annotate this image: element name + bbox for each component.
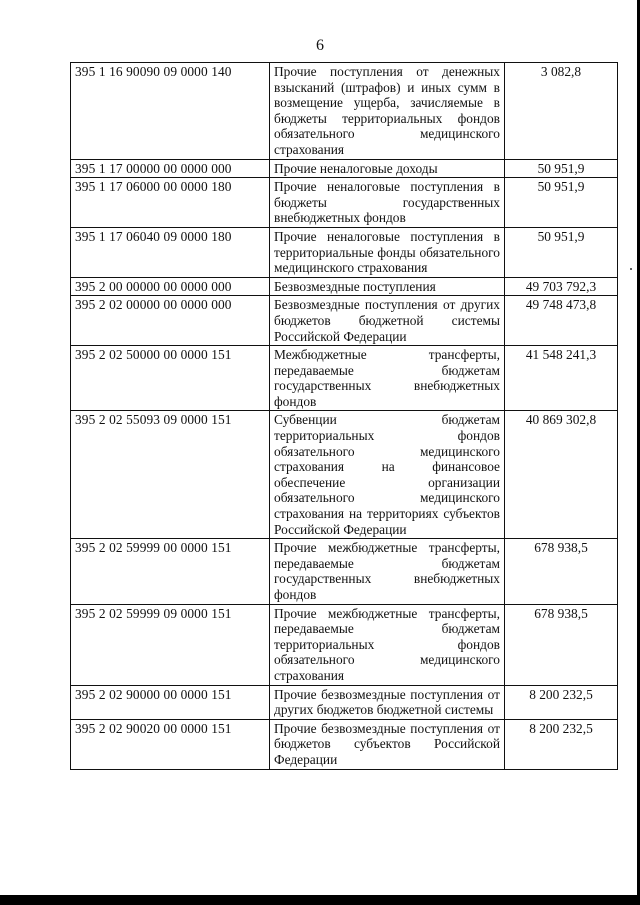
table-row [71,178,618,228]
table-row [71,685,618,719]
budget-revenue-table [70,62,618,770]
revenue-name-cell: Прочие неналоговые поступления в бюджеты государственных внебюджетных фондов [270,178,505,228]
revenue-code-cell: 395 1 17 06040 09 0000 180 [71,227,270,277]
table-row [71,411,618,539]
revenue-code-cell: 395 2 02 90020 00 0000 151 [71,719,270,769]
revenue-name-cell: Прочие неналоговые доходы [270,159,505,178]
revenue-amount-cell: 8 200 232,5 [505,685,618,719]
table-row [71,539,618,604]
revenue-name-cell: Прочие межбюджетные трансферты, передаваемые бюджетам государственных внебюджетных фондов [270,539,505,604]
revenue-name-cell: Прочие неналоговые поступления в территориальные фонды обязательного медицинского страхования [270,227,505,277]
revenue-name-cell: Безвозмездные поступления [270,277,505,296]
revenue-amount-cell: 678 938,5 [505,539,618,604]
table-row [71,277,618,296]
table-row [71,63,618,160]
revenue-amount-cell: 49 748 473,8 [505,296,618,346]
revenue-amount-cell: 50 951,9 [505,178,618,228]
table-row [71,719,618,769]
revenue-amount-cell: 8 200 232,5 [505,719,618,769]
revenue-code-cell: 395 2 00 00000 00 0000 000 [71,277,270,296]
revenue-code-cell: 395 1 17 00000 00 0000 000 [71,159,270,178]
revenue-amount-cell: 3 082,8 [505,63,618,160]
table-row [71,346,618,411]
table-row [71,604,618,685]
table-row [71,296,618,346]
revenue-amount-cell: 49 703 792,3 [505,277,618,296]
revenue-code-cell: 395 2 02 90000 00 0000 151 [71,685,270,719]
table-row [71,227,618,277]
revenue-code-cell: 395 2 02 00000 00 0000 000 [71,296,270,346]
revenue-code-cell: 395 2 02 55093 09 0000 151 [71,411,270,539]
revenue-code-cell: 395 2 02 59999 00 0000 151 [71,539,270,604]
revenue-name-cell: Безвозмездные поступления от других бюджетов бюджетной системы Российской Федерации [270,296,505,346]
revenue-code-cell: 395 1 16 90090 09 0000 140 [71,63,270,160]
revenue-amount-cell: 678 938,5 [505,604,618,685]
scan-edge-bottom [0,895,640,905]
revenue-name-cell: Межбюджетные трансферты, передаваемые бюджетам государственных внебюджетных фондов [270,346,505,411]
revenue-amount-cell: 50 951,9 [505,227,618,277]
revenue-amount-cell: 50 951,9 [505,159,618,178]
revenue-name-cell: Субвенции бюджетам территориальных фондов обязательного медицинского страхования на финансовое обеспечение организации обязательного медицинского страхования на территориях субъектов Российской Федерации [270,411,505,539]
page-number: 6 [316,37,324,54]
revenue-name-cell: Прочие безвозмездные поступления от бюджетов субъектов Российской Федерации [270,719,505,769]
revenue-code-cell: 395 2 02 50000 00 0000 151 [71,346,270,411]
revenue-code-cell: 395 1 17 06000 00 0000 180 [71,178,270,228]
revenue-code-cell: 395 2 02 59999 09 0000 151 [71,604,270,685]
revenue-name-cell: Прочие безвозмездные поступления от других бюджетов бюджетной системы [270,685,505,719]
scan-speck [630,268,632,270]
revenue-amount-cell: 40 869 302,8 [505,411,618,539]
revenue-name-cell: Прочие поступления от денежных взысканий (штрафов) и иных сумм в возмещение ущерба, зачисляемые в бюджеты территориальных фондов обязательного медицинского страхования [270,63,505,160]
table-row [71,159,618,178]
revenue-amount-cell: 41 548 241,3 [505,346,618,411]
revenue-name-cell: Прочие межбюджетные трансферты, передаваемые бюджетам территориальных фондов обязательного медицинского страхования [270,604,505,685]
